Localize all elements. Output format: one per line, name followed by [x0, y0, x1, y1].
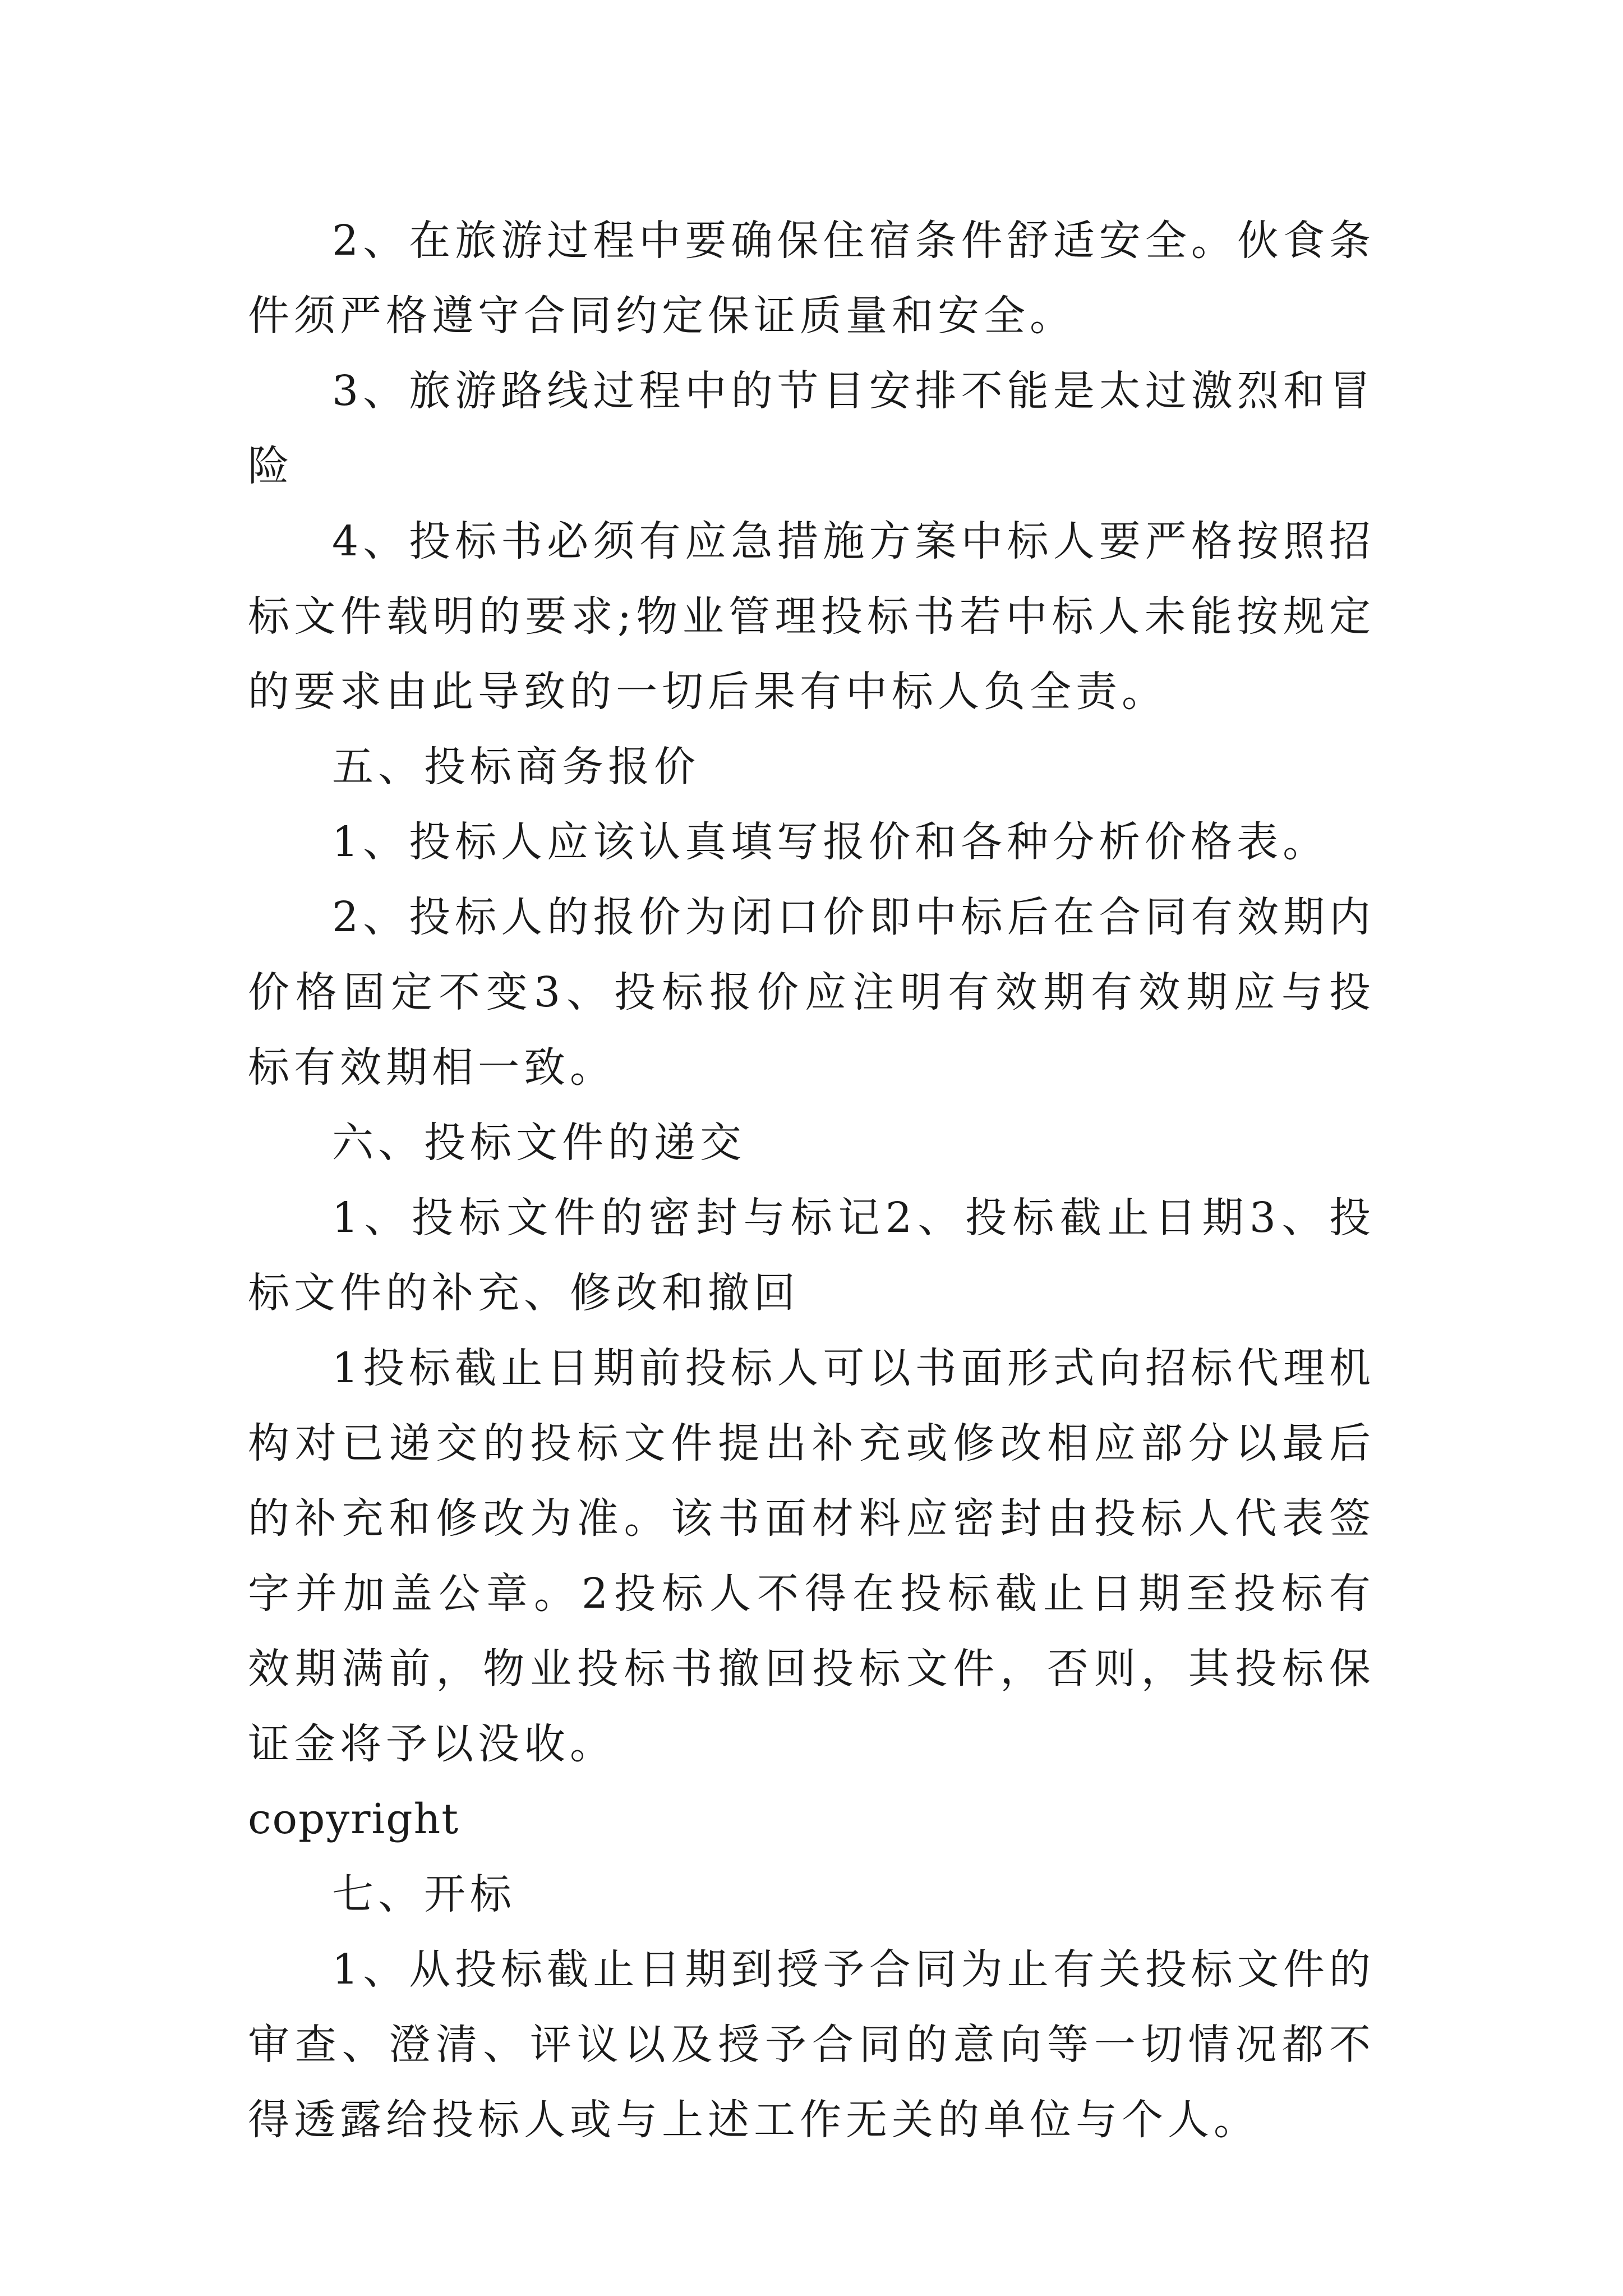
paragraph-itinerary: 3、旅游路线过程中的节目安排不能是太过激烈和冒险 — [248, 367, 1375, 490]
section-heading-6: 六、投标文件的递交 — [332, 1119, 746, 1167]
paragraph-submission-items: 1、投标文件的密封与标记2、投标截止日期3、投标文件的补充、修改和撤回 — [248, 1194, 1375, 1317]
paragraph-confidentiality: 1、从投标截止日期到授予合同为止有关投标文件的审查、澄清、评议以及授予合同的意向等一切情况都不得透露给投标人或与上述工作无关的单位与个人。 — [248, 1945, 1375, 2144]
section-heading-5: 五、投标商务报价 — [332, 743, 700, 791]
paragraph-price-tables: 1、投标人应该认真填写报价和各种分析价格表。 — [332, 818, 1329, 866]
copyright-text: copyright — [248, 1795, 459, 1843]
paragraph-accommodation: 2、在旅游过程中要确保住宿条件舒适安全。伙食条件须严格遵守合同约定保证质量和安全。 — [248, 217, 1375, 340]
paragraph-fixed-price: 2、投标人的报价为闭口价即中标后在合同有效期内价格固定不变3、投标报价应注明有效期有效期应与投标有效期相一致。 — [248, 893, 1375, 1092]
paragraph-emergency-plan: 4、投标书必须有应急措施方案中标人要严格按照招标文件载明的要求;物业管理投标书若中标人未能按规定的要求由此导致的一切后果有中标人负全责。 — [248, 517, 1375, 716]
document-body — [248, 203, 1375, 2157]
paragraph-supplement-withdrawal: 1投标截止日期前投标人可以书面形式向招标代理机构对已递交的投标文件提出补充或修改相应部分以最后的补充和修改为准。该书面材料应密封由投标人代表签字并加盖公章。2投标人不得在投标截止日期至投标有效期满前，物业投标书撤回投标文件，否则，其投标保证金将予以没收。 — [248, 1344, 1375, 1768]
section-heading-7: 七、开标 — [332, 1870, 516, 1918]
